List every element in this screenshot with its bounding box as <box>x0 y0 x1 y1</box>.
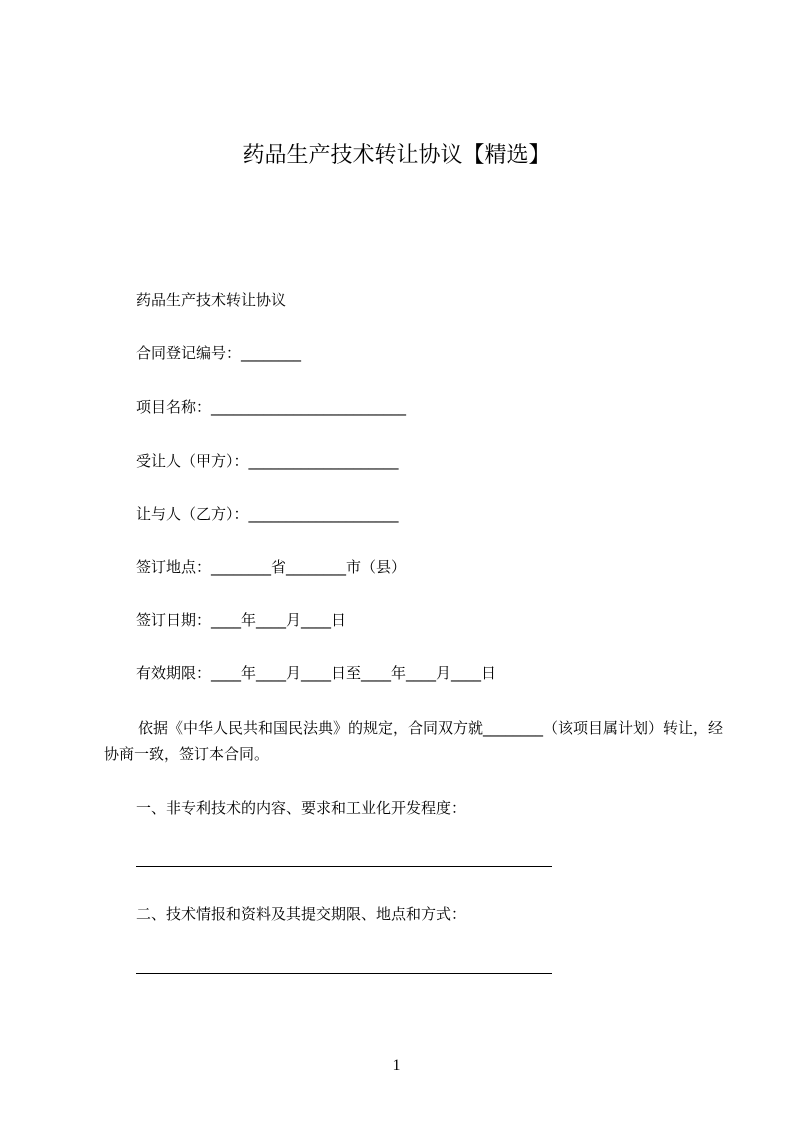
section-heading-2: 二、技术情报和资料及其提交期限、地点和方式： <box>136 905 467 923</box>
section-heading-1: 一、非专利技术的内容、要求和工业化开发程度： <box>136 799 467 817</box>
document-title: 药品生产技术转让协议【精选】 <box>242 143 551 168</box>
signing-location-field: 签订地点：________省________市（县） <box>136 558 407 576</box>
intro-paragraph: 依据《中华人民共和国民法典》的规定，合同双方就________（该项目属计划）转让，经协商一致，签订本合同。 <box>104 719 724 763</box>
assignor-party-b-field: 让与人（乙方）：____________________ <box>136 505 399 523</box>
project-name-field: 项目名称：__________________________ <box>136 398 407 416</box>
assignee-party-a-field: 受让人（甲方）：____________________ <box>136 452 399 470</box>
agreement-subtitle: 药品生产技术转让协议 <box>136 291 287 309</box>
section-1-fill-line <box>136 866 552 867</box>
signing-date-field: 签订日期：____年____月____日 <box>136 611 347 629</box>
section-2-fill-line <box>136 973 552 974</box>
page-number: 1 <box>392 1057 401 1074</box>
validity-period-field: 有效期限：____年____月____日至____年____月____日 <box>136 664 497 682</box>
contract-registration-number-field: 合同登记编号：________ <box>136 344 302 362</box>
